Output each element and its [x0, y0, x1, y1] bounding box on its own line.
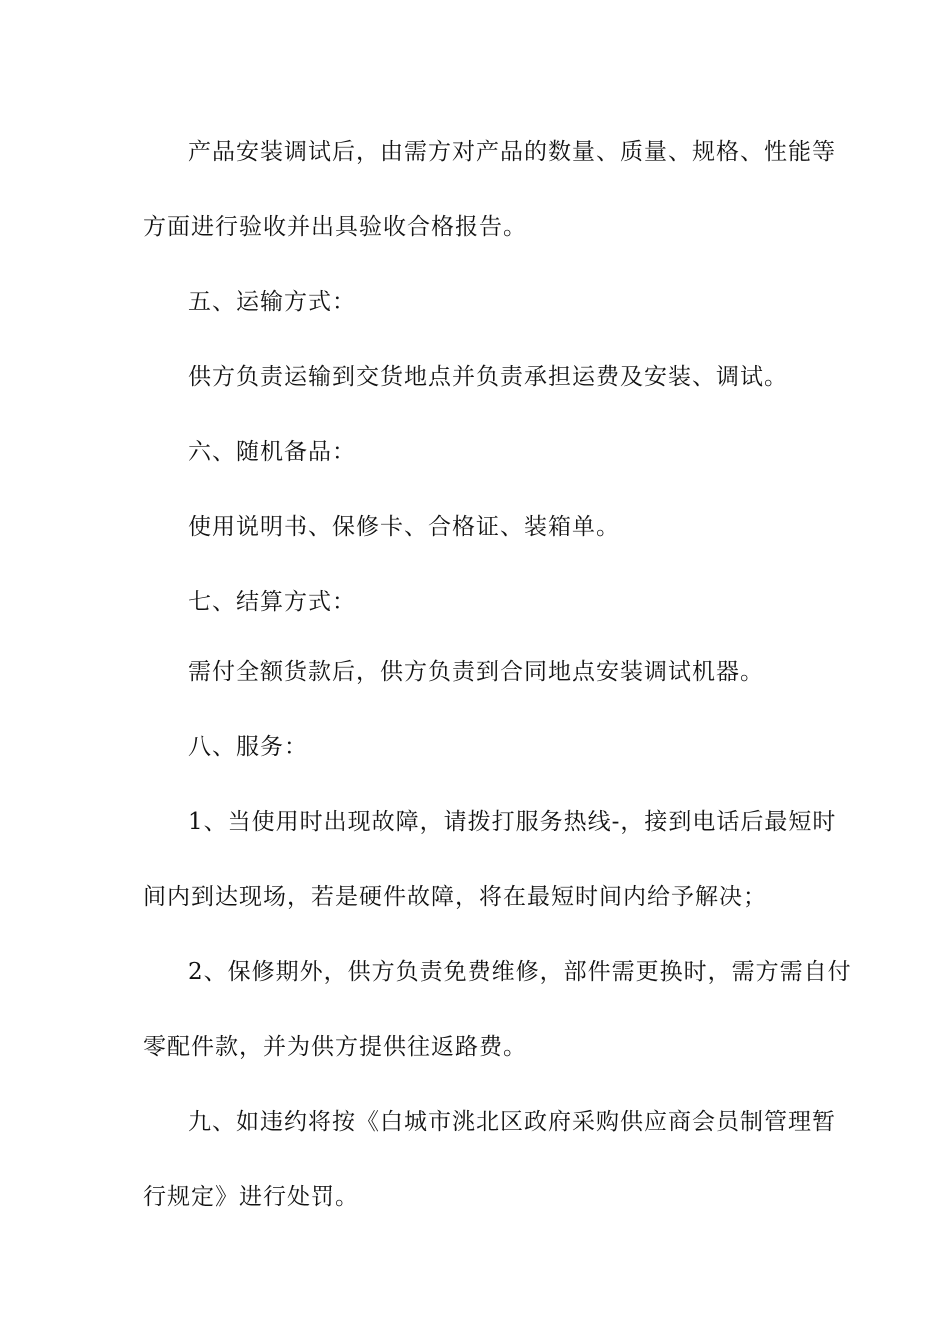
paragraph-acceptance-line-2: 方面进行验收并出具验收合格报告。 — [143, 214, 527, 240]
paragraph-accessories: 使用说明书、保修卡、合格证、装箱单。 — [188, 514, 620, 540]
paragraph-service-2-line-1: 2、保修期外，供方负责免费维修，部件需更换时，需方需自付 — [188, 959, 852, 985]
paragraph-service-2-line-2: 零配件款，并为供方提供往返路费。 — [143, 1034, 527, 1060]
paragraph-breach-line-2: 行规定》进行处罚。 — [143, 1184, 359, 1210]
paragraph-breach-line-1: 九、如违约将按《白城市洮北区政府采购供应商会员制管理暂 — [188, 1109, 836, 1135]
paragraph-service-1-line-1: 1、当使用时出现故障，请拨打服务热线-，接到电话后最短时 — [188, 809, 837, 835]
paragraph-transport: 供方负责运输到交货地点并负责承担运费及安装、调试。 — [188, 364, 788, 390]
heading-settlement: 七、结算方式： — [188, 589, 356, 615]
heading-transport: 五、运输方式： — [188, 289, 356, 315]
paragraph-settlement: 需付全额货款后，供方负责到合同地点安装调试机器。 — [188, 659, 764, 685]
paragraph-acceptance-line-1: 产品安装调试后，由需方对产品的数量、质量、规格、性能等 — [188, 139, 836, 165]
heading-service: 八、服务： — [188, 734, 308, 760]
paragraph-service-1-line-2: 间内到达现场，若是硬件故障，将在最短时间内给予解决； — [143, 884, 767, 910]
heading-accessories: 六、随机备品： — [188, 439, 356, 465]
